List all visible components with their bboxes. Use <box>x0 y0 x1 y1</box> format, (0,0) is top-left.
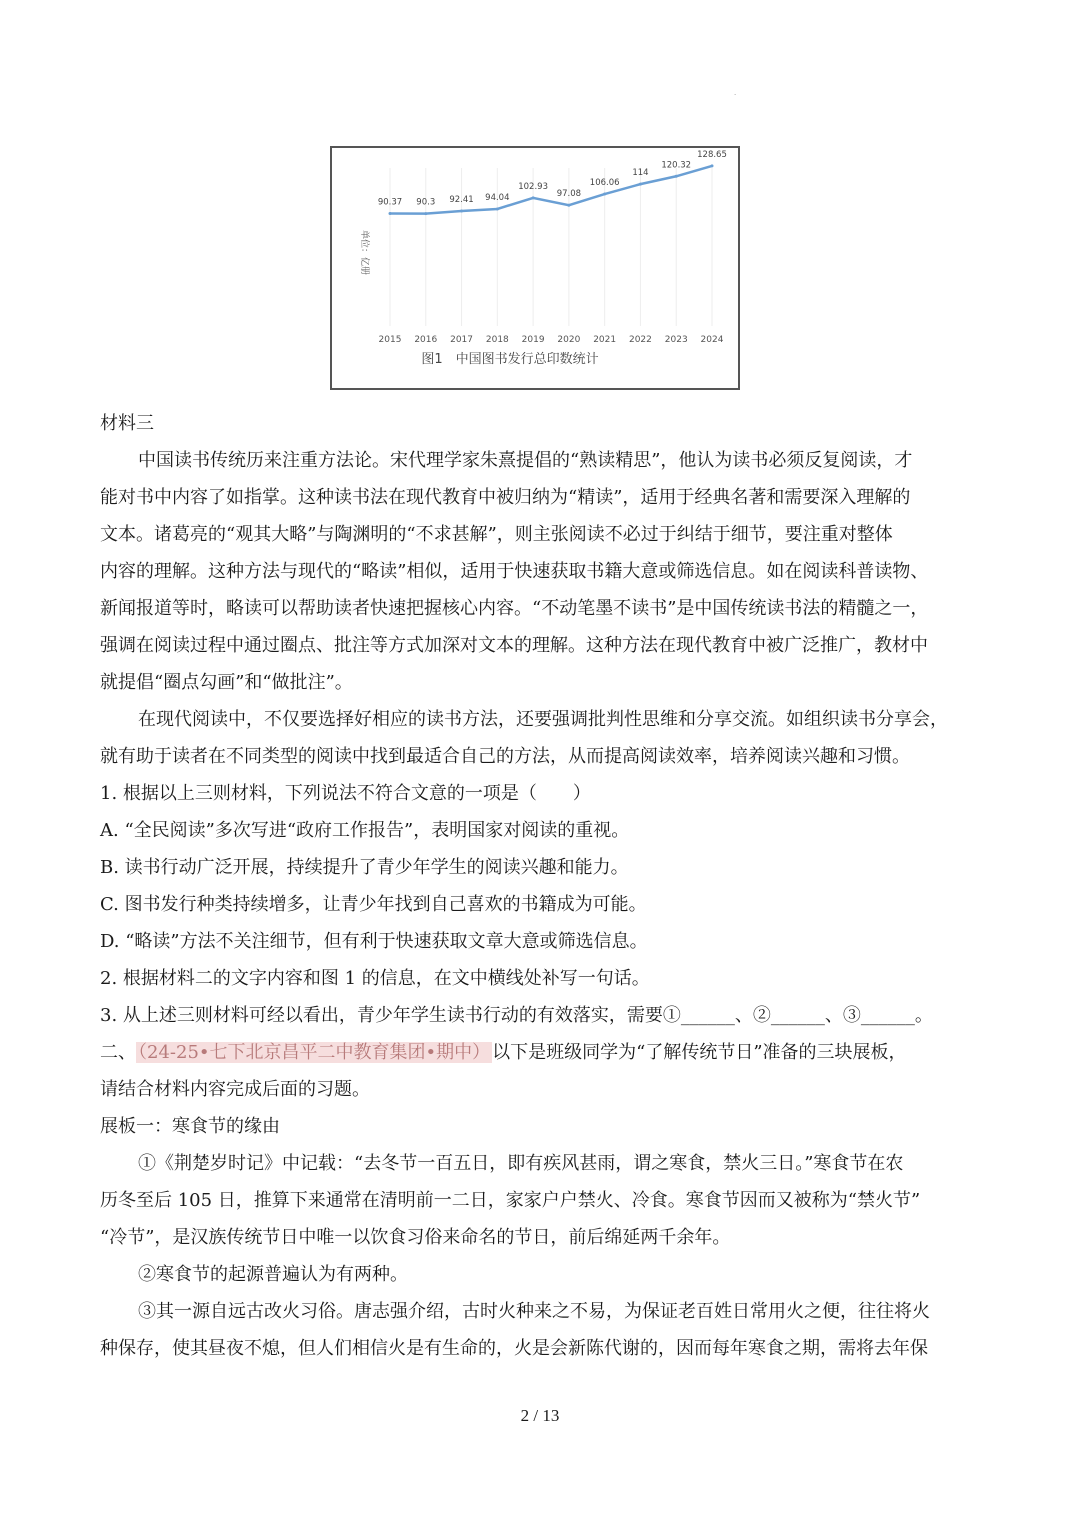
chart-point <box>639 183 642 186</box>
chart-title: 图1 中国图书发行总印数统计 <box>421 352 599 367</box>
chart-point <box>424 212 427 215</box>
paragraph-line: 文本。诸葛亮的“观其大略”与陶渊明的“不求甚解”，则主张阅读不必过于纠结于细节，要注重对整体 <box>100 524 893 545</box>
chart-x-tick-label: 2020 <box>557 335 581 345</box>
chart-x-tick-label: 2022 <box>628 335 652 345</box>
chart-value-label: 90.3 <box>416 197 436 208</box>
board-1-title: 展板一：寒食节的缘由 <box>100 1116 280 1137</box>
paragraph-line: ②寒食节的起源普遍认为有两种。 <box>138 1264 408 1285</box>
chart-point <box>460 210 463 213</box>
section-2-number: 二、 <box>100 1042 136 1063</box>
chart-series-line <box>390 166 712 214</box>
chart-point <box>711 164 714 167</box>
question-3: 3. 从上述三则材料可经以看出，青少年学生读书行动的有效落实，需要①______、②______、③______。 <box>100 1005 933 1026</box>
chart-y-axis-label: 单位：亿册 <box>359 230 369 276</box>
chart-value-label: 114 <box>632 168 649 179</box>
paragraph-line: ③其一源自远古改火习俗。唐志强介绍，古时火种来之不易，为保证老百姓日常用火之便，往往将火 <box>138 1301 930 1322</box>
chart-value-label: 120.32 <box>661 160 692 171</box>
chart-x-tick-label: 2015 <box>378 335 402 345</box>
paragraph-line: 新闻报道等时，略读可以帮助读者快速把握核心内容。“不动笔墨不读书”是中国传统读书法的精髓之一， <box>100 598 929 619</box>
chart-point <box>389 212 392 215</box>
paragraph-line: 在现代阅读中，不仅要选择好相应的读书方法，还要强调批判性思维和分享交流。如组织读书分享会， <box>138 709 948 730</box>
material-3-title: 材料三 <box>100 413 154 434</box>
figure-chart <box>330 146 740 390</box>
chart-point <box>496 207 499 210</box>
chart-x-tick-label: 2018 <box>485 335 509 345</box>
paragraph-line: 种保存，使其昼夜不熄，但人们相信火是有生命的，火是会新陈代谢的，因而每年寒食之期，需将去年保 <box>100 1338 928 1359</box>
chart-value-label: 106.06 <box>589 178 620 189</box>
chart-x-tick-label: 2019 <box>521 335 545 345</box>
option-d: D. “略读”方法不关注细节，但有利于快速获取文章大意或筛选信息。 <box>100 931 648 952</box>
section-2-intro: 以下是班级同学为“了解传统节日”准备的三块展板， <box>492 1042 907 1063</box>
paragraph-line: 就有助于读者在不同类型的阅读中找到最适合自己的方法，从而提高阅读效率，培养阅读兴趣和习惯。 <box>100 746 910 767</box>
paragraph-line: 内容的理解。这种方法与现代的“略读”相似，适用于快速获取书籍大意或筛选信息。如在阅读科普读物、 <box>100 561 929 582</box>
chart-x-tick-label: 2023 <box>664 335 688 345</box>
chart-value-label: 90.37 <box>377 197 403 208</box>
scan-mark: · <box>734 91 737 99</box>
chart-point <box>567 204 570 207</box>
chart-value-label: 128.65 <box>697 149 727 160</box>
line-chart <box>332 148 738 388</box>
chart-x-tick-label: 2024 <box>700 335 724 345</box>
question-1: 1. 根据以上三则材料，下列说法不符合文意的一项是（ ） <box>100 783 591 804</box>
page-number: 2 / 13 <box>520 1406 560 1425</box>
paragraph-line: 请结合材料内容完成后面的习题。 <box>100 1079 370 1100</box>
chart-x-tick-label: 2017 <box>450 335 474 345</box>
option-c: C. 图书发行种类持续增多，让青少年找到自己喜欢的书籍成为可能。 <box>100 894 647 915</box>
chart-point <box>603 193 606 196</box>
section-2-heading <box>100 1035 980 1071</box>
chart-x-tick-label: 2016 <box>414 335 438 345</box>
chart-point <box>675 175 678 178</box>
paragraph-line: 中国读书传统历来注重方法论。宋代理学家朱熹提倡的“熟读精思”，他认为读书必须反复阅读，才 <box>138 450 913 471</box>
chart-value-label: 92.41 <box>449 195 474 206</box>
paragraph-line: 就提倡“圈点勾画”和“做批注”。 <box>100 672 353 693</box>
option-b: B. 读书行动广泛开展，持续提升了青少年学生的阅读兴趣和能力。 <box>100 857 629 878</box>
chart-value-label: 102.93 <box>518 181 548 192</box>
paragraph-line: “冷节”，是汉族传统节日中唯一以饮食习俗来命名的节日，前后绵延两千余年。 <box>100 1227 731 1248</box>
chart-value-label: 94.04 <box>485 192 510 203</box>
option-a: A. “全民阅读”多次写进“政府工作报告”，表明国家对阅读的重视。 <box>100 820 630 841</box>
paragraph-line: 历冬至后 105 日，推算下来通常在清明前一二日，家家户户禁火、冷食。寒食节因而又被称为“禁火节” <box>100 1190 921 1211</box>
paragraph-line: 强调在阅读过程中通过圈点、批注等方式加深对文本的理解。这种方法在现代教育中被广泛推广，教材中 <box>100 635 928 656</box>
paragraph-line: 能对书中内容了如指掌。这种读书法在现代教育中被归纳为“精读”，适用于经典名著和需要深入理解的 <box>100 487 911 508</box>
chart-value-label: 97.08 <box>556 189 582 200</box>
chart-point <box>532 196 535 199</box>
source-tag: （24-25•七下北京昌平二中教育集团•期中） <box>138 1042 491 1063</box>
question-2: 2. 根据材料二的文字内容和图 1 的信息，在文中横线处补写一句话。 <box>100 968 650 989</box>
paragraph-line: ①《荆楚岁时记》中记载：“去冬节一百五日，即有疾风甚雨，谓之寒食，禁火三日。”寒食节在农 <box>138 1153 904 1174</box>
chart-x-tick-label: 2021 <box>593 335 617 345</box>
